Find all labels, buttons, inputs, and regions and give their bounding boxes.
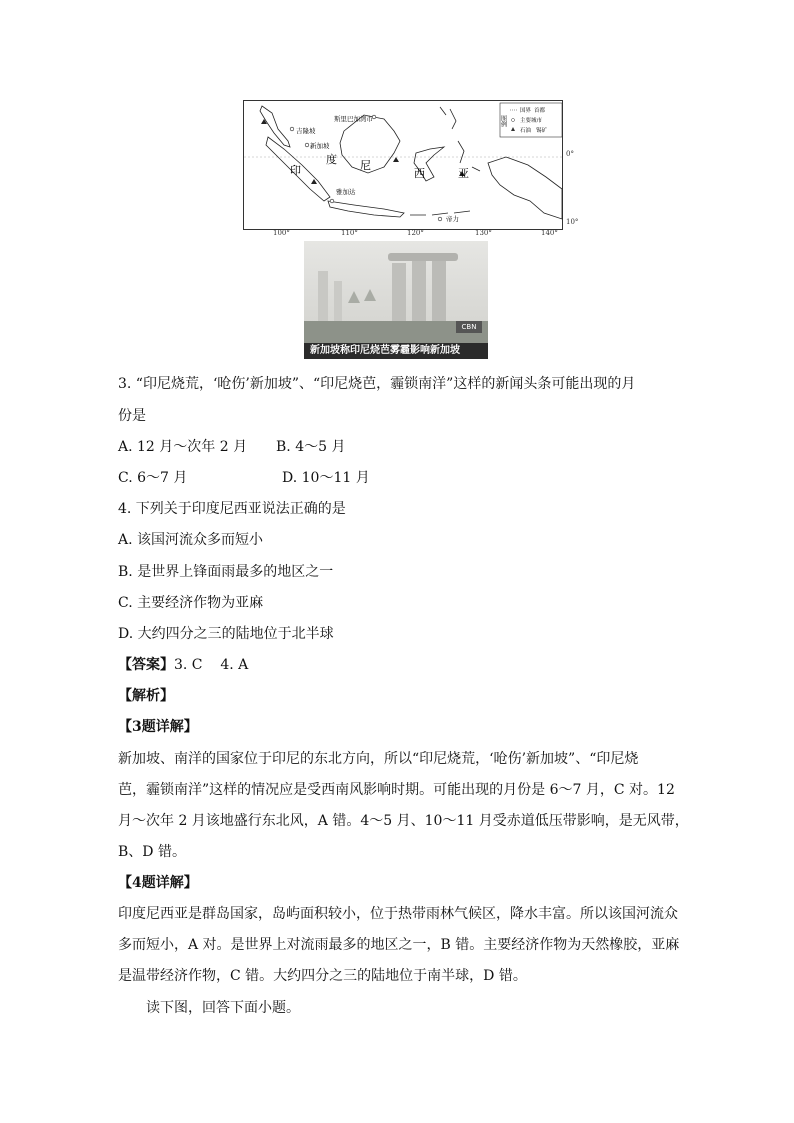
legend-city: 主要城市 — [520, 118, 543, 124]
lon-label: 100° — [273, 229, 290, 237]
lesser-sunda — [410, 211, 470, 215]
answer-line — [118, 655, 248, 675]
q4-option-a: A. 该国河流众多而短小 — [118, 532, 264, 548]
detail3-line4: B、D 错。 — [118, 844, 186, 860]
answer-value: 3. C 4. A — [174, 657, 249, 673]
lat-label-10: 10° — [566, 218, 579, 226]
legend-tin: 锡矿 — [536, 128, 548, 134]
city-label-kl: 吉隆坡 — [296, 127, 316, 135]
detail4-line3: 是温带经济作物，C 错。大约四分之三的陆地位于南半球，D 错。 — [118, 968, 527, 984]
q3-option-d: D. 10～11 月 — [282, 470, 370, 486]
country-char-2: 度 — [326, 153, 337, 166]
answer-label: 【答案】 — [118, 657, 174, 673]
detail4-line2: 多而短小，A 对。是世界上对流雨最多的地区之一，B 错。主要经济作物为天然橡胶，亚麻 — [118, 937, 680, 953]
q3-option-c: C. 6～7 月 — [118, 470, 188, 486]
city-label-singapore: 新加坡 — [310, 142, 330, 150]
q3-stem-line1: 3. “印尼烧荒，‘呛伤’新加坡”、“印尼烧芭，霾锁南洋”这样的新闻头条可能出现的月 — [118, 376, 636, 392]
photo-caption: 新加坡称印尼烧芭雾霾影响新加坡 — [304, 343, 488, 359]
lon-label: 120° — [407, 229, 424, 237]
q3-option-b: B. 4～5 月 — [276, 439, 346, 455]
q3-stem-line2: 份是 — [118, 408, 146, 424]
map-legend — [500, 103, 563, 137]
longitude-labels — [243, 229, 573, 241]
country-char-1: 印 — [290, 164, 301, 177]
indonesia-map — [243, 100, 563, 230]
legend-title: 图例 — [499, 115, 507, 127]
news-photo — [304, 241, 488, 359]
lat-label-0: 0° — [566, 150, 574, 158]
q4-option-d: D. 大约四分之三的陆地位于北半球 — [118, 626, 334, 642]
philippines — [440, 107, 456, 129]
country-char-3: 尼 — [360, 159, 371, 172]
detail3-label: 【3题详解】 — [118, 719, 198, 735]
java — [328, 201, 404, 217]
detail3-line3: 月～次年 2 月该地盛行东北风，A 错。4～5 月、10～11 月受赤道低压带影响，是无风带， — [118, 813, 689, 829]
legend-oil: 石油 — [520, 128, 532, 134]
map-drawing — [244, 101, 564, 231]
detail4-line1: 印度尼西亚是群岛国家，岛屿面积较小，位于热带雨林气候区，降水丰富。所以该国河流众 — [118, 906, 678, 922]
lon-label: 110° — [341, 229, 358, 237]
analysis-label: 【解析】 — [118, 688, 174, 704]
detail4-label: 【4题详解】 — [118, 875, 198, 891]
city-label-dili: 帝力 — [446, 215, 459, 223]
tv-logo: CBN — [456, 321, 482, 333]
q4-stem: 4. 下列关于印度尼西亚说法正确的是 — [118, 501, 346, 517]
closing-instruction: 读下图，回答下面小题。 — [146, 1000, 300, 1016]
malay-peninsula — [260, 106, 290, 147]
q4-option-c: C. 主要经济作物为亚麻 — [118, 595, 264, 611]
country-char-4: 西 — [414, 167, 425, 180]
city-label-brunei: 斯里巴加湾市 — [334, 115, 373, 123]
q3-option-a: A. 12 月～次年 2 月 — [118, 439, 248, 455]
legend-border: 国界 — [520, 108, 532, 114]
lon-label: 140° — [541, 229, 558, 237]
city-label-jakarta: 雅加达 — [336, 188, 356, 196]
detail3-line1: 新加坡、南洋的国家位于印尼的东北方向，所以“印尼烧荒，‘呛伤’新加坡”、“印尼烧 — [118, 751, 639, 767]
q4-option-b: B. 是世界上锋面雨最多的地区之一 — [118, 564, 334, 580]
lon-label: 130° — [475, 229, 492, 237]
new-guinea — [488, 157, 562, 219]
detail3-line2: 芭，霾锁南洋”这样的情况应是受西南风影响时期。可能出现的月份是 6～7 月，C 对。12 — [118, 782, 675, 798]
country-char-5: 亚 — [458, 167, 469, 180]
legend-capital: 首都 — [534, 108, 546, 114]
